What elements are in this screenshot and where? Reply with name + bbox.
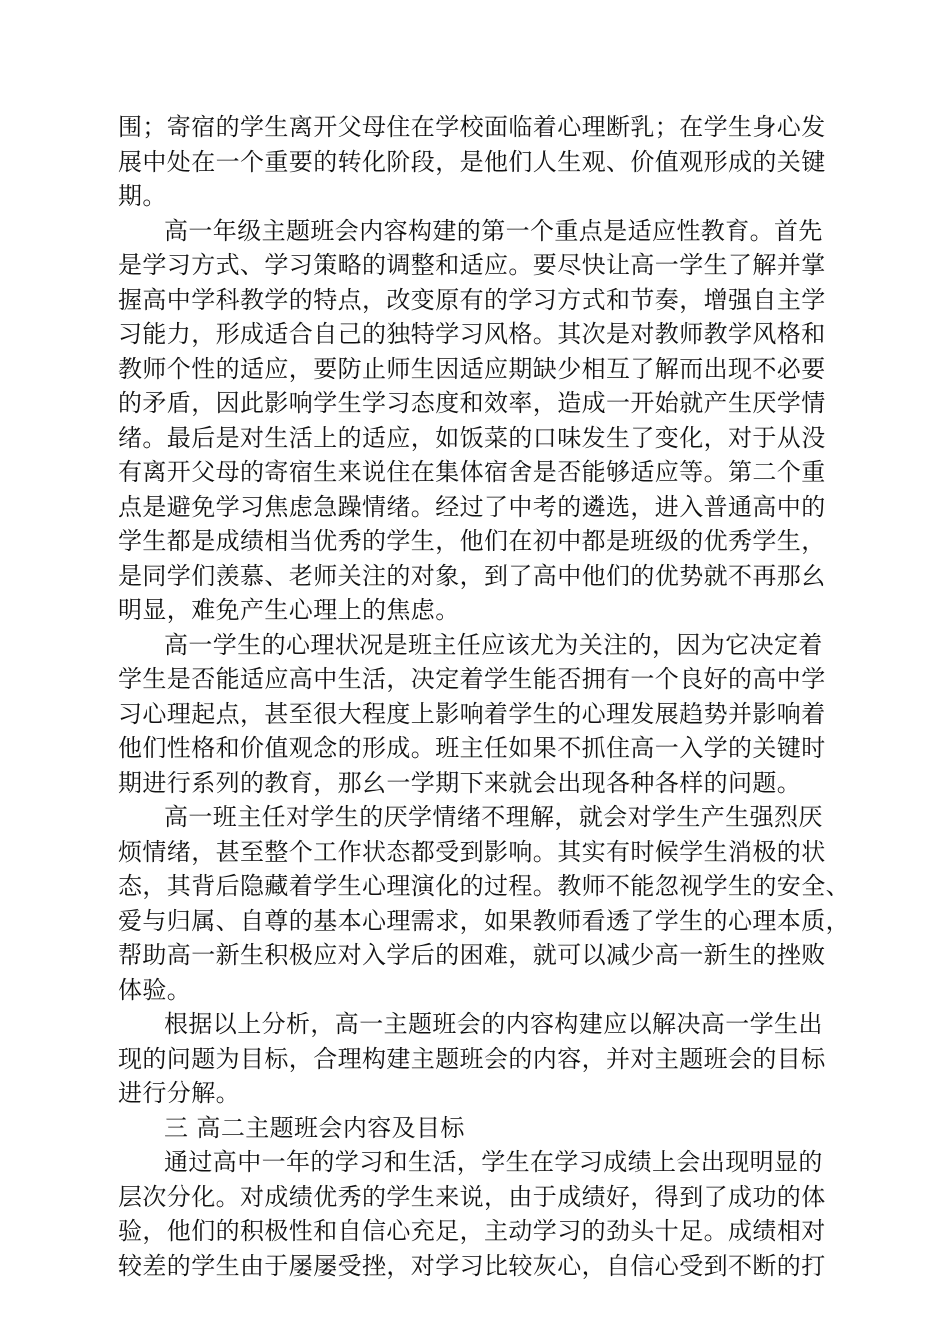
text-line: 明显，难免产生心理上的焦虑。 <box>118 596 460 624</box>
text-line: 学生是否能适应高中生活，决定着学生能否拥有一个良好的高中学 <box>118 665 826 693</box>
text-line: 态，其背后隐藏着学生心理演化的过程。教师不能忽视学生的安全、 <box>118 872 850 900</box>
text-line: 绪。最后是对生活上的适应，如饭菜的口味发生了变化，对于从没 <box>118 423 826 452</box>
text-line: 爱与归属、自尊的基本心理需求，如果教师看透了学生的心理本质， <box>118 906 850 935</box>
text-line: 层次分化。对成绩优秀的学生来说，由于成绩好，得到了成功的体 <box>118 1182 826 1211</box>
text-line: 期进行系列的教育，那幺一学期下来就会出现各种各样的问题。 <box>118 768 802 797</box>
text-line: 较差的学生由于屡屡受挫，对学习比较灰心，自信心受到不断的打 <box>118 1251 826 1280</box>
paragraph-first-line: 高一年级主题班会内容构建的第一个重点是适应性教育。首先 <box>164 216 823 245</box>
text-line: 烦情绪，甚至整个工作状态都受到影响。其实有时候学生消极的状 <box>118 837 826 866</box>
text-line: 习能力，形成适合自己的独特学习风格。其次是对教师教学风格和 <box>118 320 826 348</box>
text-line: 他们性格和价值观念的形成。班主任如果不抓住高一入学的关键时 <box>118 734 826 762</box>
text-line: 验，他们的积极性和自信心充足，主动学习的劲头十足。成绩相对 <box>118 1217 826 1245</box>
text-line: 的矛盾，因此影响学生学习态度和效率，造成一开始就产生厌学情 <box>118 389 826 417</box>
paragraph-first-line: 根据以上分析，高一主题班会的内容构建应以解决高一学生出 <box>164 1010 823 1038</box>
text-line: 点是避免学习焦虑急躁情绪。经过了中考的遴选，进入普通高中的 <box>118 492 826 521</box>
text-line: 帮助高一新生积极应对入学后的困难，就可以减少高一新生的挫败 <box>118 941 826 969</box>
text-line: 现的问题为目标，合理构建主题班会的内容，并对主题班会的目标 <box>118 1044 826 1073</box>
text-line: 围；寄宿的学生离开父母住在学校面临着心理断乳；在学生身心发 <box>118 113 826 141</box>
text-line: 进行分解。 <box>118 1079 240 1107</box>
text-line: 学生都是成绩相当优秀的学生，他们在初中都是班级的优秀学生， <box>118 527 826 555</box>
text-line: 有离开父母的寄宿生来说住在集体宿舍是否能够适应等。第二个重 <box>118 458 826 486</box>
text-line: 教师个性的适应，要防止师生因适应期缺少相互了解而出现不必要 <box>118 354 826 383</box>
paragraph-first-line: 高一学生的心理状况是班主任应该尤为关注的，因为它决定着 <box>164 630 823 659</box>
text-line: 握高中学科教学的特点，改变原有的学习方式和节奏，增强自主学 <box>118 285 826 314</box>
text-line: 是学习方式、学习策略的调整和适应。要尽快让高一学生了解并掌 <box>118 251 826 279</box>
paragraph-first-line: 高一班主任对学生的厌学情绪不理解，就会对学生产生强烈厌 <box>164 803 823 831</box>
text-line: 是同学们羡慕、老师关注的对象，到了高中他们的优势就不再那幺 <box>118 561 826 590</box>
text-line: 期。 <box>118 182 167 210</box>
paragraph-first-line: 通过高中一年的学习和生活，学生在学习成绩上会出现明显的 <box>164 1148 823 1176</box>
document-page <box>118 110 852 1283</box>
text-line: 习心理起点，甚至很大程度上影响着学生的心理发展趋势并影响着 <box>118 699 826 728</box>
text-line: 体验。 <box>118 975 192 1004</box>
text-line: 展中处在一个重要的转化阶段，是他们人生观、价值观形成的关键 <box>118 147 826 176</box>
section-heading: 三 高二主题班会内容及目标 <box>164 1113 465 1142</box>
